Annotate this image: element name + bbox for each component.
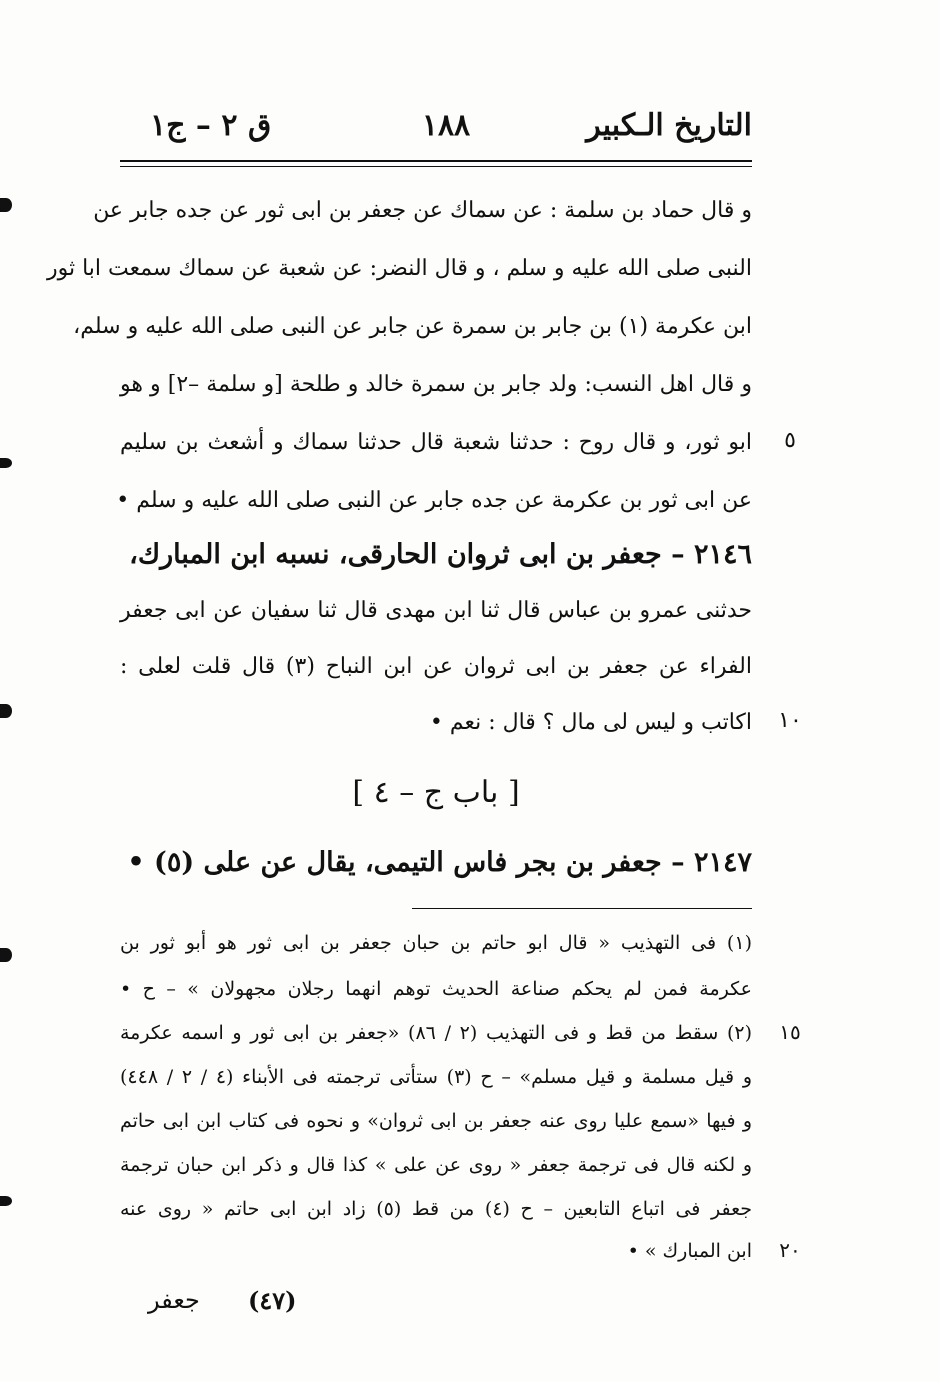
scan-edge-mark xyxy=(0,1196,12,1206)
text-line: و قال اهل النسب: ولد جابر بن سمرة خالد و طلحة [و سلمة –٢] و هو xyxy=(120,372,752,397)
header-rule-thick xyxy=(120,160,752,162)
text-line: حدثنى عمرو بن عباس قال ثنا ابن مهدى قال ثنا سفيان عن ابى جعفر xyxy=(120,598,752,623)
footnote-line: و لكنه قال فى ترجمة جعفر « روى عن على » كذا قال و ذكر ابن حبان ترجمة xyxy=(120,1154,752,1176)
page-number: ١٨٨ xyxy=(421,108,471,143)
section-title: [ باب ج – ٤ ] xyxy=(352,775,520,810)
footnote-line: عكرمة فمن لم يحكم صناعة الحديث توهم انهما رجلان مجهولان » – ح • xyxy=(120,978,752,1000)
text-line: النبى صلى الله عليه و سلم ، و قال النضر: عن شعبة عن سماك سمعت ابا ثور xyxy=(47,256,752,281)
text-line: الفراء عن جعفر بن ابى ثروان عن ابن النباح (٣) قال قلت لعلى : xyxy=(120,654,752,679)
entry-heading-2147: ٢١٤٧ – جعفر بن بجر فاس التيمى، يقال عن على (٥) • xyxy=(127,847,752,878)
scan-edge-mark xyxy=(0,948,12,962)
line-number-10: ١٠ xyxy=(778,708,802,733)
line-number-20: ٢٠ xyxy=(779,1238,801,1262)
footnote-line: و فيها «سمع عليا روى عنه جعفر بن ابى ثروان» و نحوه فى كتاب ابن ابى حاتم xyxy=(120,1110,752,1132)
footnote-line: ابن المبارك » • xyxy=(627,1240,752,1262)
scan-edge-mark xyxy=(0,704,12,718)
footnote-line: جعفر فى اتباع التابعين – ح (٤) من قط (٥) زاد ابن ابى حاتم « روى عنه xyxy=(120,1198,753,1220)
text-line: ابو ثور، و قال روح : حدثنا شعبة قال حدثنا سماك و أشعث بن سليم xyxy=(120,430,752,455)
part-volume: ق ٢ – ج١ xyxy=(150,108,272,143)
text-line: اكاتب و ليس لى مال ؟ قال : نعم • xyxy=(429,710,752,735)
scan-edge-mark xyxy=(0,458,12,468)
entry-heading-2146: ٢١٤٦ – جعفر بن ابى ثروان الحارقى، نسبه ابن المبارك، xyxy=(129,539,752,570)
signature-mark: (٤٧) xyxy=(248,1286,297,1315)
page-footer xyxy=(148,1286,318,1326)
line-number-5: ٥ xyxy=(784,428,796,453)
book-title: التاريخ الـكبير xyxy=(586,108,752,143)
text-line: و قال حماد بن سلمة : عن سماك عن جعفر بن ابى ثور عن جده جابر عن xyxy=(93,198,752,223)
text-line: عن ابى ثور بن عكرمة عن جده جابر عن النبى صلى الله عليه و سلم • xyxy=(116,488,752,513)
footnote-line: (١) فى التهذيب « قال ابو حاتم بن حبان جعفر بن ابى ثور هو أبو ثور بن xyxy=(120,932,752,954)
footnote-line: و قيل مسلمة و قيل مسلم» – ح (٣) ستأتى ترجمته فى الأبناء (٤ / ٢ / ٤٤٨) xyxy=(120,1066,753,1088)
catchword: جعفر xyxy=(148,1286,200,1314)
footnote-separator xyxy=(412,908,752,909)
header-rule-thin xyxy=(120,166,752,167)
text-line: ابن عكرمة (١) بن جابر بن سمرة عن جابر عن النبى صلى الله عليه و سلم، xyxy=(73,314,752,339)
scan-edge-mark xyxy=(0,198,12,212)
footnote-line: (٢) سقط من قط و فى التهذيب (٢ / ٨٦) «جعفر بن ابى ثور و اسمه عكرمة xyxy=(120,1022,752,1044)
line-number-15: ١٥ xyxy=(779,1020,801,1044)
running-header xyxy=(140,108,752,156)
